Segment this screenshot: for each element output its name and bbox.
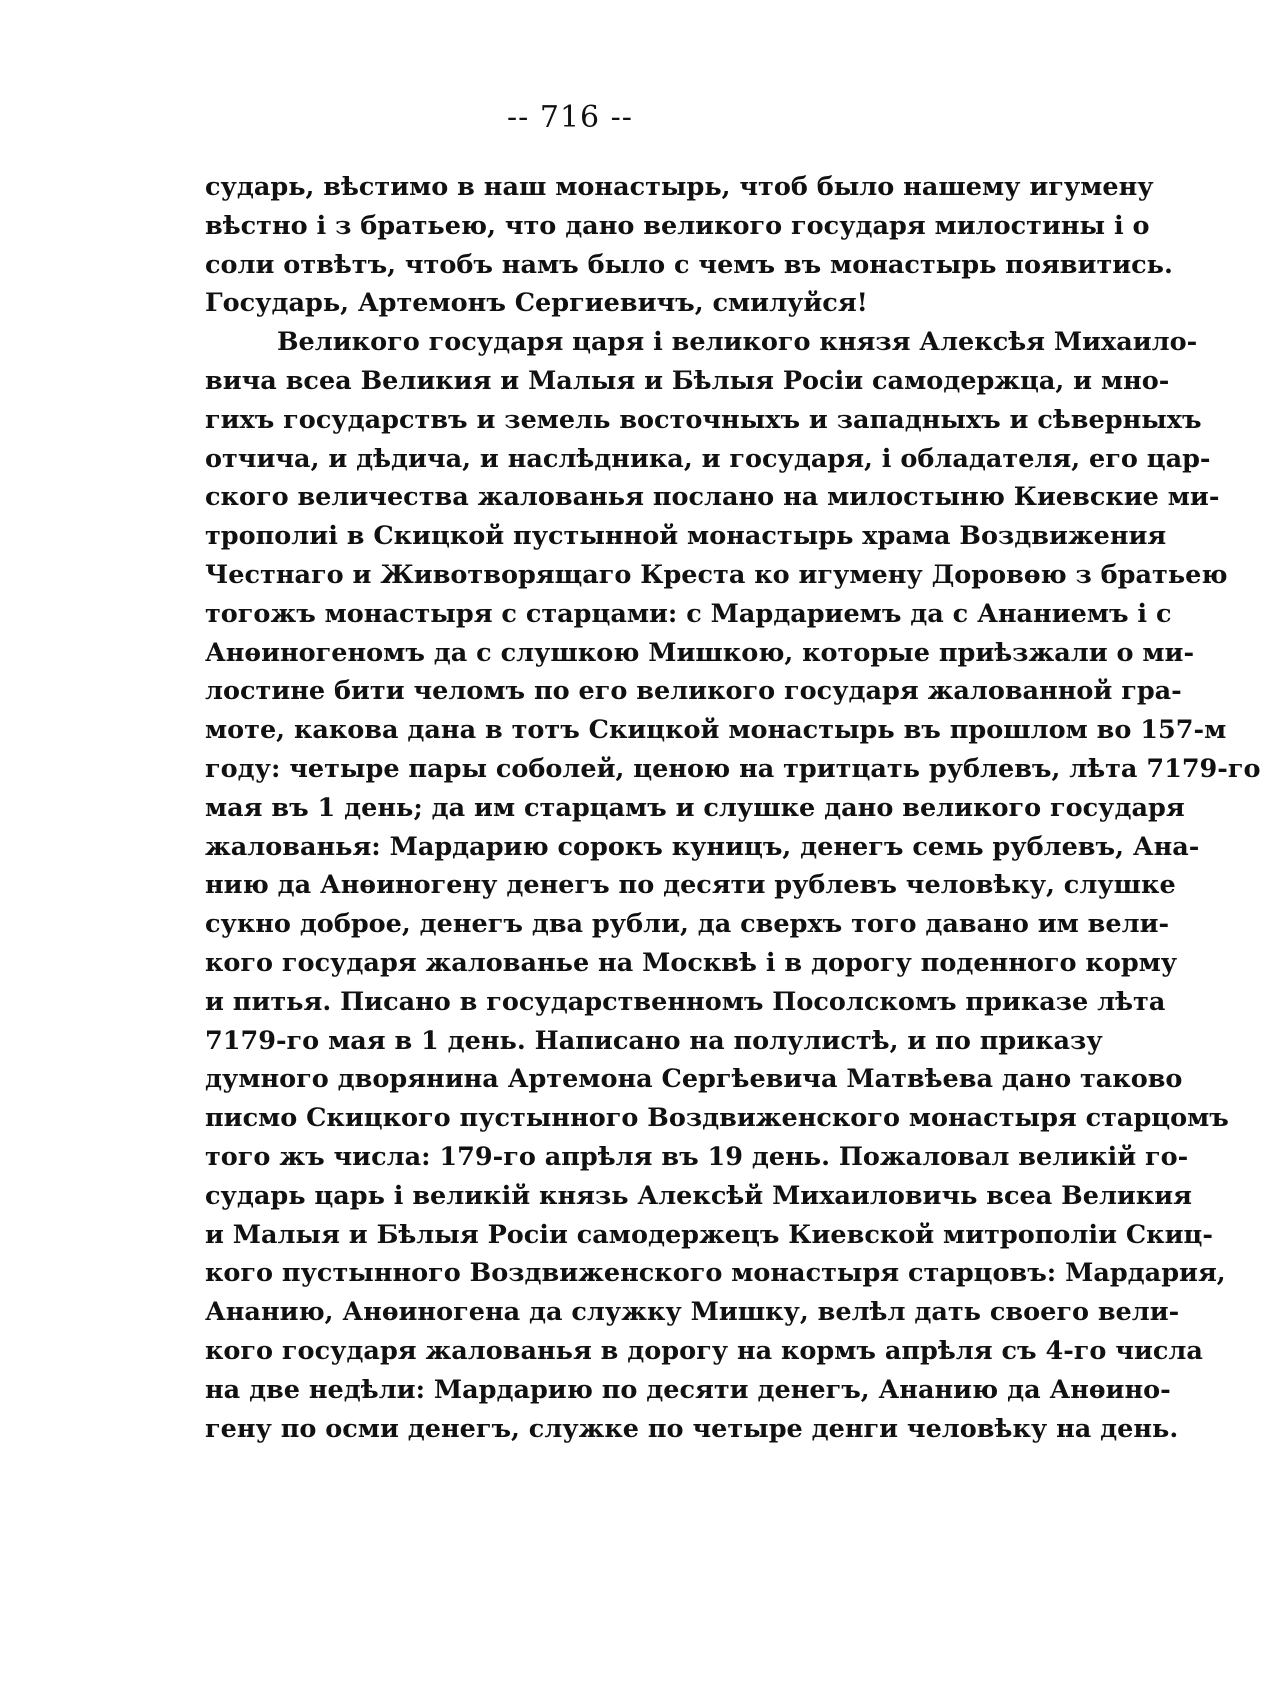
text-line: Ананию, Анѳиногена да служку Мишку, велѣл дать своего вели-: [205, 1297, 1180, 1328]
text-line: сукно доброе, денегъ два рубли, да сверхъ того давано им вели-: [205, 909, 1170, 940]
text-line: кого государя жалованье на Москвѣ і в дорогу поденного корму: [205, 947, 1178, 978]
text-line: лостине бити челомъ по его великого государя жалованной гра-: [205, 676, 1182, 707]
text-line: сударь, вѣстимо в наш монастырь, чтоб было нашему игумену: [205, 172, 1154, 202]
text-line: и питья. Писано в государственномъ Посолскомъ приказе лѣта: [205, 986, 1166, 1017]
text-line: ского величества жалованья послано на милостыню Киевские ми-: [205, 482, 1220, 513]
text-line: Государь, Артемонъ Сергиевичъ, смилуйся!: [205, 288, 868, 319]
body-text: [205, 168, 1261, 1448]
text-line: Честнаго и Животворящаго Креста ко игумену Доровѳю з братьею: [205, 559, 1228, 590]
text-line: кого государя жалованья в дорогу на кормъ апрѣля съ 4-го числа: [205, 1335, 1203, 1366]
text-line: нию да Анѳиногену денегъ по десяти рублевъ человѣку, слушке: [205, 870, 1176, 901]
page-number: -- 716 --: [507, 100, 633, 135]
text-line: тогожъ монастыря с старцами: с Мардариемъ да с Ананиемъ і с: [205, 598, 1172, 629]
text-line: того жъ числа: 179-го апрѣля въ 19 день. Пожаловал великій го-: [205, 1141, 1189, 1172]
text-line: 7179-го мая в 1 день. Написано на полулистѣ, и по приказу: [205, 1025, 1103, 1056]
text-line: писмо Скицкого пустынного Воздвиженского монастыря старцомъ: [205, 1103, 1229, 1134]
text-line: и Малыя и Бѣлыя Росіи самодержецъ Киевской митрополіи Скиц-: [205, 1219, 1213, 1250]
paragraph-start-line: Великого государя царя і великого князя Алексѣя Михаило-: [277, 327, 1198, 358]
text-line: кого пустынного Воздвиженского монастыря старцовъ: Мардария,: [205, 1258, 1226, 1289]
text-line: трополиі в Скицкой пустынной монастырь храма Воздвижения: [205, 521, 1167, 552]
text-line: отчича, и дѣдича, и наслѣдника, и государя, і обладателя, его цар-: [205, 443, 1211, 474]
text-line: сударь царь і великій князь Алексѣй Михаиловичь всеа Великия: [205, 1180, 1193, 1211]
text-line: вѣстно і з братьею, что дано великого государя милостины і о: [205, 210, 1150, 241]
text-line: гену по осми денегъ, служке по четыре денги человѣку на день.: [205, 1413, 1179, 1444]
text-line: Анѳиногеномъ да с слушкою Мишкою, которые приѣзжали о ми-: [205, 637, 1195, 668]
text-line: вича всеа Великия и Малыя и Бѣлыя Росіи самодержца, и мно-: [205, 365, 1170, 396]
text-line: гихъ государствъ и земель восточныхъ и западныхъ и сѣверныхъ: [205, 404, 1202, 435]
text-line: на две недѣли: Мардарию по десяти денегъ, Ананию да Анѳино-: [205, 1374, 1171, 1405]
text-line: соли отвѣтъ, чтобъ намъ было с чемъ въ монастырь появитись.: [205, 249, 1173, 280]
text-line: году: четыре пары соболей, ценою на тритцать рублевъ, лѣта 7179-го: [205, 753, 1261, 784]
text-line: мая въ 1 день; да им старцамъ и слушке дано великого государя: [205, 792, 1185, 823]
text-line: жалованья: Мардарию сорокъ куницъ, денегъ семь рублевъ, Ана-: [205, 831, 1200, 862]
text-line: моте, какова дана в тотъ Скицкой монастырь въ прошлом во 157-м: [205, 715, 1227, 746]
text-line: думного дворянина Артемона Сергѣевича Матвѣева дано таково: [205, 1064, 1183, 1095]
